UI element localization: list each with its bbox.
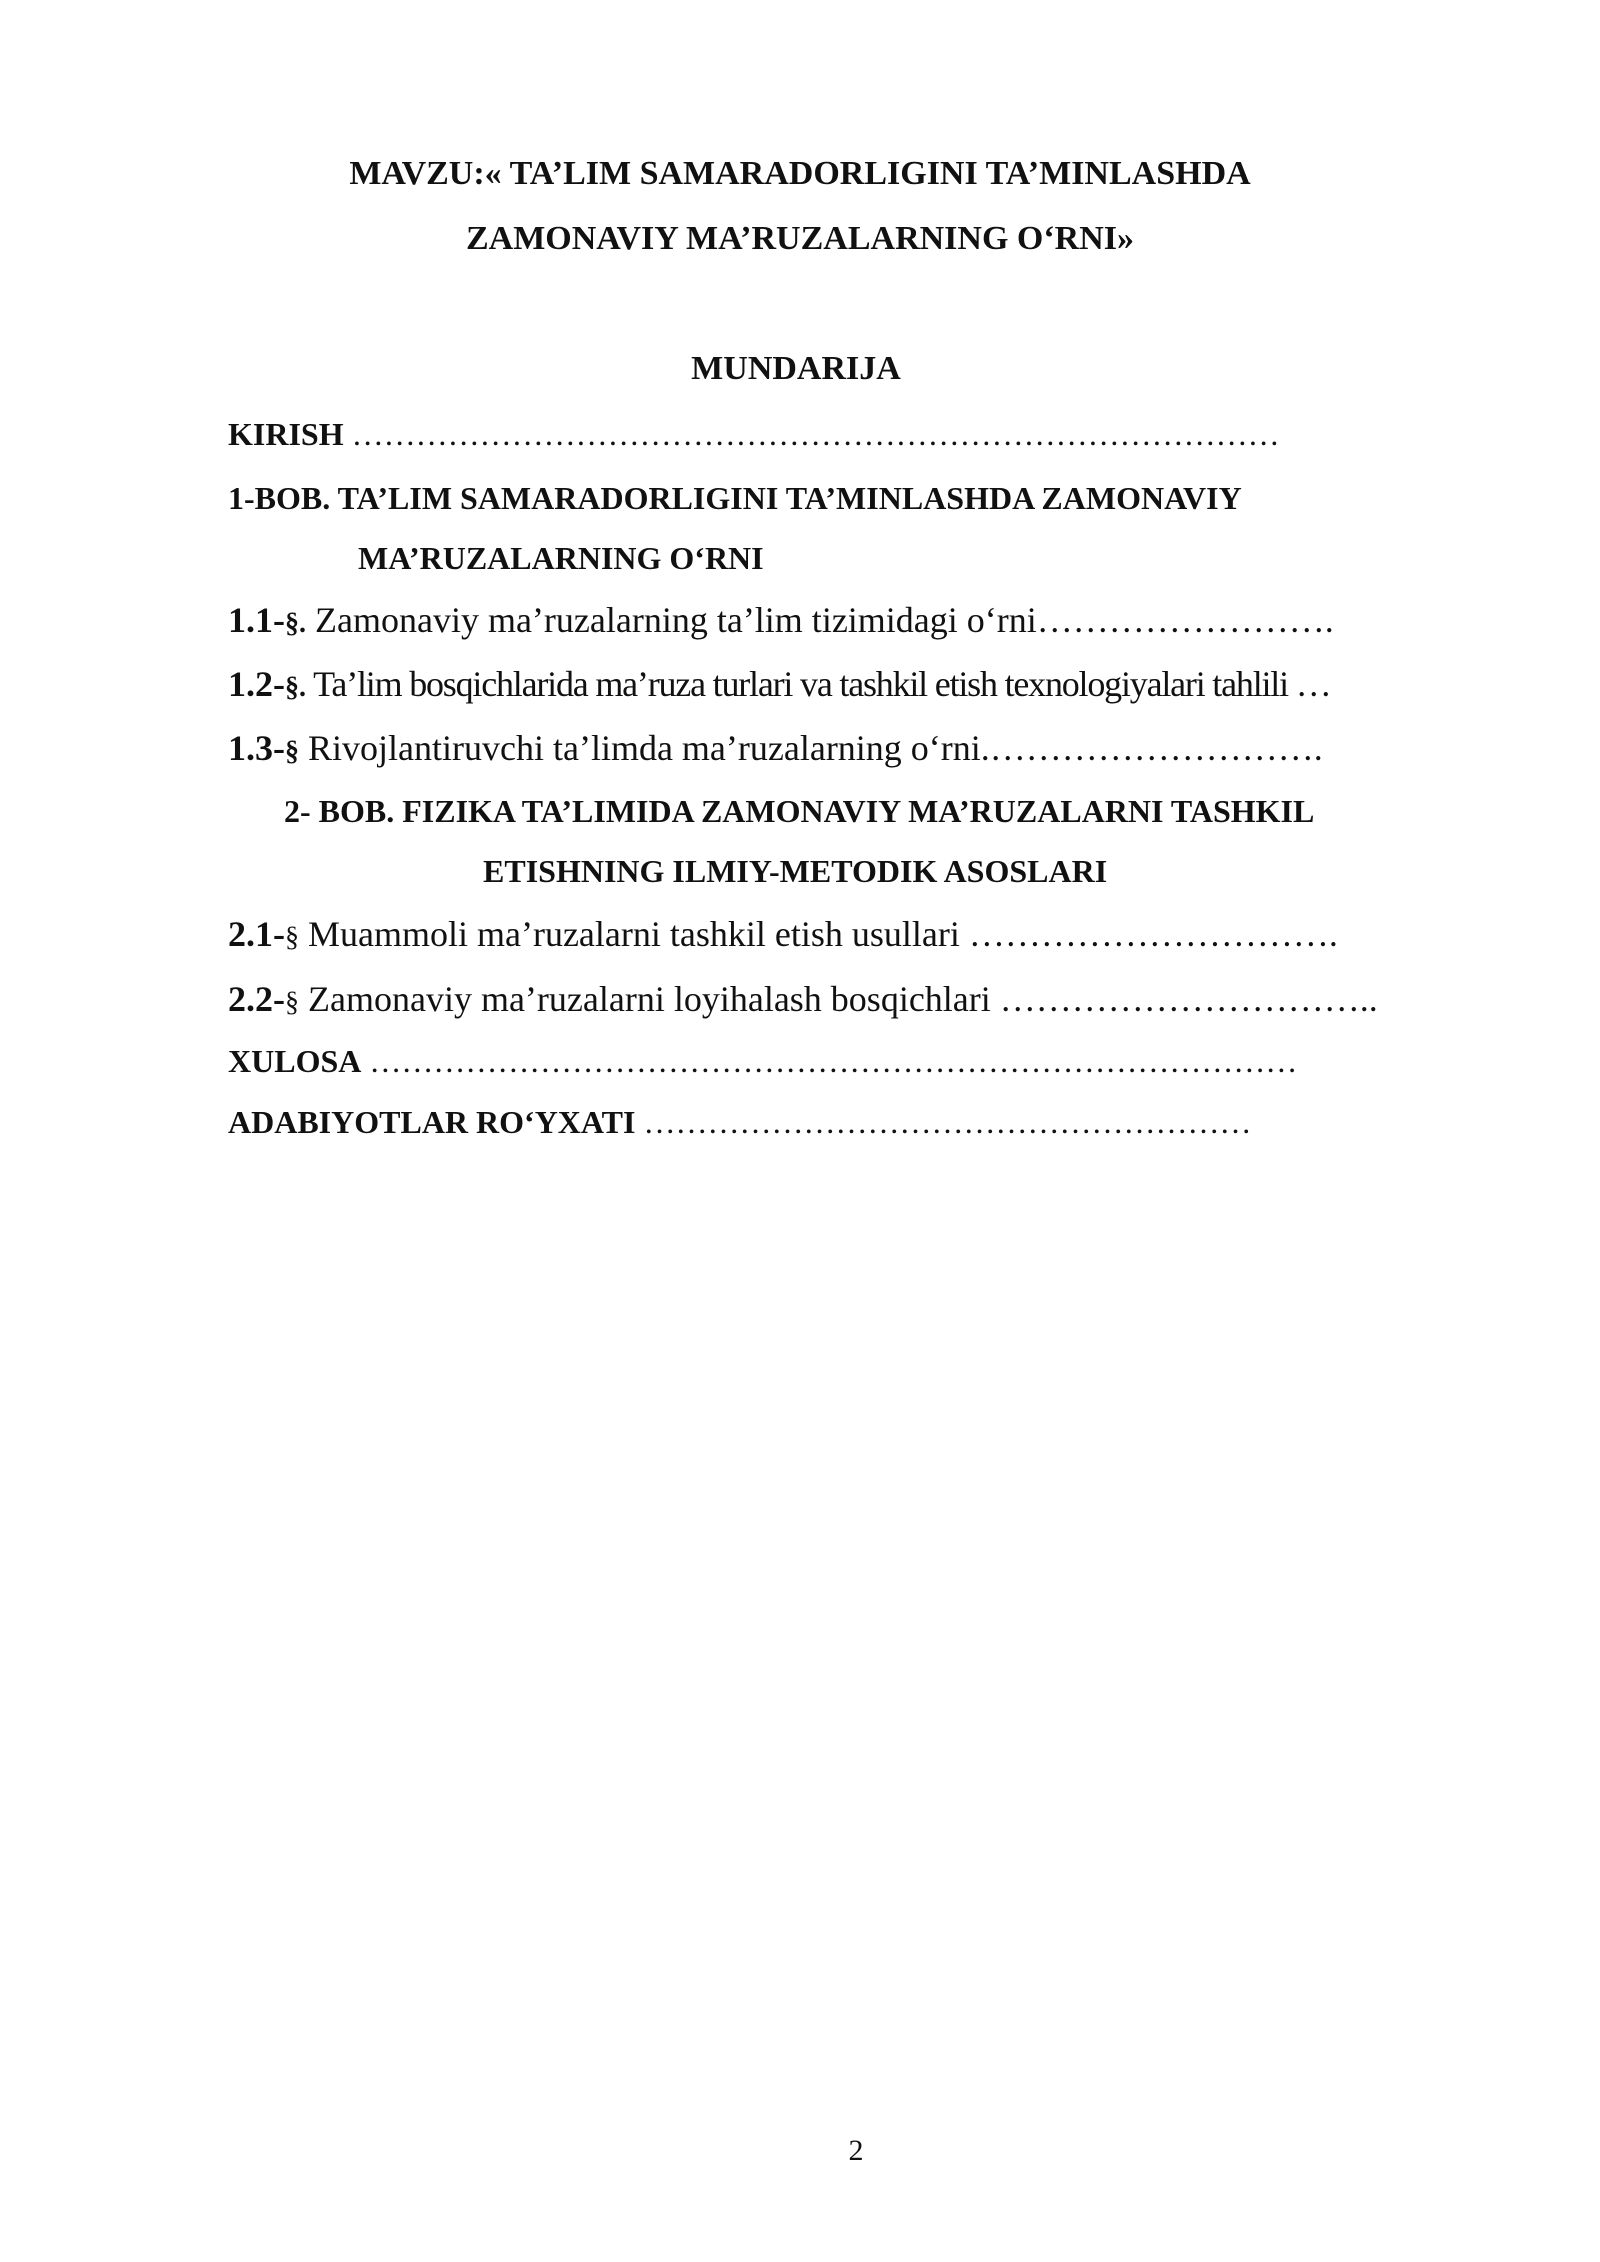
toc-entry-label: KIRISH xyxy=(228,416,344,452)
toc-chapter-1-line-2: MA’RUZALARNING O‘RNI xyxy=(358,540,764,576)
toc-section-1-2 xyxy=(228,666,1331,702)
toc-entry-xulosa xyxy=(228,1045,1297,1077)
section-number: 1.3- xyxy=(228,728,285,768)
toc-leader-dots: ………………………………………………… xyxy=(635,1104,1252,1140)
toc-section-2-1 xyxy=(228,916,1338,952)
toc-chapter-2-line-1: 2- BOB. FIZIKA TA’LIMIDA ZAMONAVIY MA’RUZALARNI TASHKIL xyxy=(284,793,1315,829)
toc-entry-adabiyotlar xyxy=(228,1106,1251,1138)
toc-entry-label: XULOSA xyxy=(228,1043,362,1079)
section-number: 2.2- xyxy=(228,979,285,1019)
section-sign: § xyxy=(285,736,299,767)
toc-chapter-1-line-1: 1-BOB. TA’LIM SAMARADORLIGINI TA’MINLASHDA ZAMONAVIY xyxy=(228,480,1242,516)
section-number: 1.1- xyxy=(228,600,285,640)
toc-entry-label: ADABIYOTLAR RO‘YXATI xyxy=(228,1104,636,1140)
toc-section-2-2 xyxy=(228,981,1378,1017)
section-title: Zamonaviy ma’ruzalarning ta’lim tizimidagi o‘rni……………………. xyxy=(306,600,1334,640)
toc-chapter-2-line-2: ETISHNING ILMIY-METODIK ASOSLARI xyxy=(483,853,1108,889)
toc-leader-dots: …………………………………………………………………………… xyxy=(361,1043,1298,1079)
document-title-line-1: MAVZU:« TA’LIM SAMARADORLIGINI TA’MINLASHDA xyxy=(349,155,1251,192)
document-title-line-2: ZAMONAVIY MA’RUZALARNING O‘RNI» xyxy=(465,220,1135,257)
toc-section-1-3 xyxy=(228,730,1323,766)
toc-leader-dots: …………………………………………………………………………… xyxy=(343,416,1280,452)
section-number: 1.2- xyxy=(228,664,285,704)
section-title: Ta’lim bosqichlarida ma’ruza turlari va tashkil etish texnologiyalari tahlili … xyxy=(306,664,1331,704)
section-title: Zamonaviy ma’ruzalarni loyihalash bosqichlari ………………………….. xyxy=(299,979,1378,1019)
toc-entry-kirish xyxy=(228,418,1280,450)
section-sign: § xyxy=(285,987,299,1018)
section-sign: §. xyxy=(285,672,306,703)
toc-heading: MUNDARIJA xyxy=(691,350,901,387)
toc-section-1-1 xyxy=(228,602,1334,638)
section-title: Muammoli ma’ruzalarni tashkil etish usullari …………………………. xyxy=(299,914,1338,954)
section-sign: §. xyxy=(285,608,306,639)
section-sign: § xyxy=(285,922,299,953)
section-title: Rivojlantiruvchi ta’limda ma’ruzalarning o‘rni.………………………. xyxy=(299,728,1323,768)
page-number: 2 xyxy=(848,2134,864,2167)
section-number: 2.1- xyxy=(228,914,285,954)
